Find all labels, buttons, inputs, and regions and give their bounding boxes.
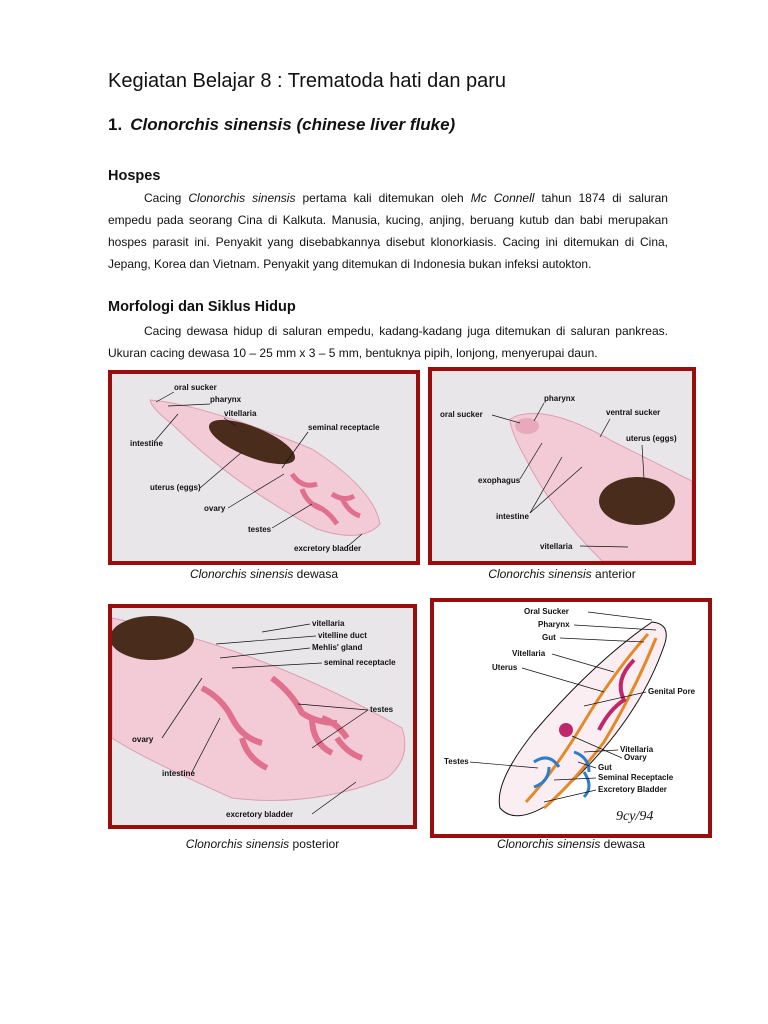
label: intestine — [130, 439, 163, 448]
label: testes — [248, 525, 272, 534]
hospes-author: Mc Connell — [470, 191, 535, 205]
label: Testes — [444, 757, 469, 766]
label: vitellaria — [224, 409, 257, 418]
caption-text: dewasa — [603, 837, 646, 851]
label: seminal receptacle — [324, 658, 396, 667]
label: intestine — [162, 769, 195, 778]
caption-text: anterior — [595, 567, 636, 581]
label: Excretory Bladder — [598, 785, 667, 794]
label: intestine — [496, 512, 529, 521]
artist-signature: 9cy/94 — [616, 809, 654, 824]
section-number: 1. — [108, 115, 123, 134]
caption-diagram — [430, 837, 712, 851]
label: oral sucker — [174, 383, 217, 392]
hospes-text-2: pertama kali ditemukan oleh — [302, 191, 464, 205]
posterior-fluke-micrograph — [112, 608, 413, 825]
page-title: Kegiatan Belajar 8 : Trematoda hati dan paru — [108, 70, 507, 92]
caption-species: Clonorchis sinensis — [189, 567, 294, 581]
hospes-species: Clonorchis sinensis — [188, 191, 296, 205]
label: excretory bladder — [226, 810, 294, 819]
section-title: Clonorchis sinensis (chinese liver fluke) — [130, 115, 456, 134]
label: vitellaria — [540, 542, 573, 551]
label: Oral Sucker — [524, 607, 569, 616]
label: Pharynx — [538, 620, 570, 629]
caption-text: dewasa — [296, 567, 339, 581]
label: vitelline duct — [318, 631, 367, 640]
adult-fluke-micrograph — [112, 374, 416, 561]
label: uterus (eggs) — [150, 483, 201, 492]
caption-text: posterior — [292, 837, 340, 851]
hospes-paragraph — [108, 187, 668, 275]
label: Gut — [542, 633, 556, 642]
label: seminal receptacle — [308, 423, 380, 432]
caption-species: Clonorchis sinensis — [185, 837, 290, 851]
label: Vitellaria — [620, 745, 654, 754]
morfologi-paragraph: Cacing dewasa hidup di saluran empedu, kadang-kadang juga ditemukan di saluran pankreas. Ukuran cacing dewasa 10 – 25 mm x 3 – 5 mm, bentuknya pipih, lonjong, menyerupai daun. — [108, 324, 668, 360]
figure-adult-photo — [108, 370, 420, 565]
label: Uterus — [492, 663, 518, 672]
label: Seminal Receptacle — [598, 773, 674, 782]
figure-diagram — [430, 598, 712, 838]
label: Gut — [598, 763, 612, 772]
label: testes — [370, 705, 394, 714]
label: vitellaria — [312, 619, 345, 628]
hospes-text-3: tahun 1874 di saluran empedu pada seorang Cina di Kalkuta. Manusia, kucing, anjing, beruang kutub dan babi merupakan hospes parasit ini. Penyakit yang disebabkannya disebut klonorkiasis. Cacing ini ditemukan di Cina, Jepang, Korea dan Vietnam. Penyakit yang ditemukan di Indonesia bukan infeksi autokton. — [108, 191, 668, 271]
label: Ovary — [624, 753, 647, 762]
caption-species: Clonorchis sinensis — [496, 837, 601, 851]
label: Genital Pore — [648, 687, 696, 696]
label: exophagus — [478, 476, 521, 485]
label: pharynx — [544, 394, 576, 403]
section-heading — [108, 115, 455, 135]
label: ventral sucker — [606, 408, 661, 417]
figure-anterior-photo — [428, 367, 696, 565]
hospes-text-1: Cacing — [144, 191, 182, 205]
label: oral sucker — [440, 410, 483, 419]
caption-species: Clonorchis sinensis — [488, 567, 592, 581]
label: Mehlis' gland — [312, 643, 363, 652]
label: excretory bladder — [294, 544, 362, 553]
label: Vitellaria — [512, 649, 546, 658]
figure-posterior-photo — [108, 604, 417, 829]
caption-adult — [108, 567, 420, 581]
morfologi-heading: Morfologi dan Siklus Hidup — [108, 299, 296, 315]
adult-fluke-diagram — [434, 602, 708, 834]
label: ovary — [132, 735, 154, 744]
hospes-heading: Hospes — [108, 168, 161, 184]
label: uterus (eggs) — [626, 434, 677, 443]
label: ovary — [204, 504, 226, 513]
anterior-fluke-micrograph — [432, 371, 692, 561]
caption-posterior — [108, 837, 417, 851]
label: pharynx — [210, 395, 242, 404]
caption-anterior — [428, 567, 696, 581]
